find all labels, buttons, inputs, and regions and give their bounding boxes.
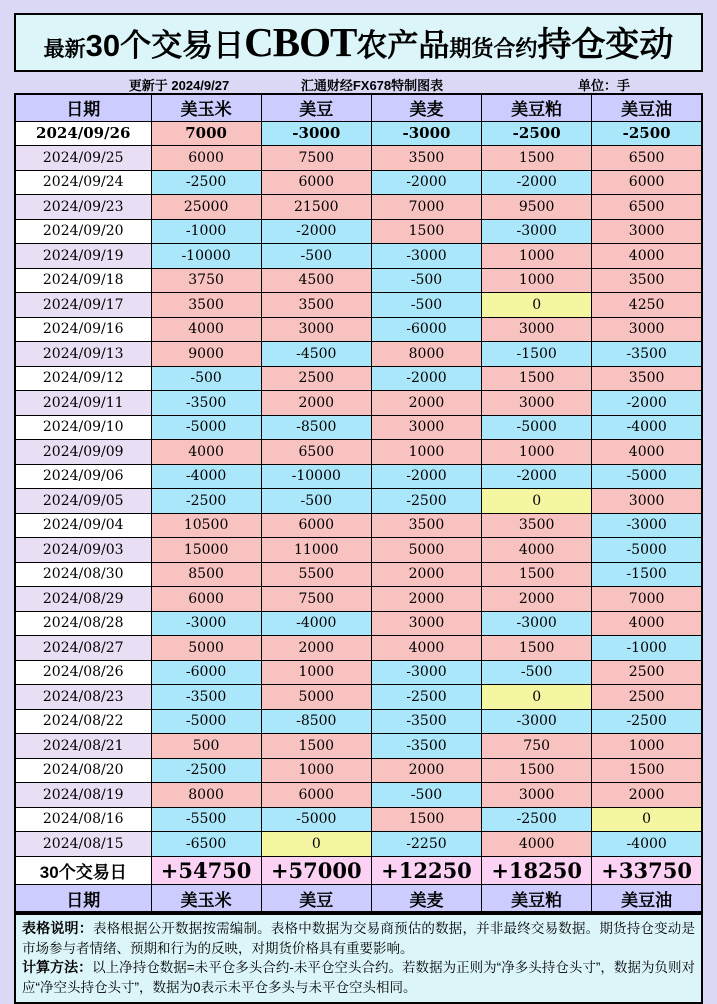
table-row — [15, 440, 702, 465]
value-cell: 4000 — [151, 317, 261, 342]
value-cell: -500 — [371, 293, 481, 318]
value-cell: -10000 — [261, 464, 371, 489]
value-cell: -500 — [261, 489, 371, 514]
table-row — [15, 832, 702, 857]
table-row — [15, 293, 702, 318]
value-cell: 8000 — [371, 342, 481, 367]
table-row — [15, 709, 702, 734]
value-cell: -6000 — [371, 317, 481, 342]
value-cell: 3000 — [261, 317, 371, 342]
value-cell: 21500 — [261, 195, 371, 220]
title-days: 30个交易日 — [85, 28, 245, 63]
date-cell: 2024/09/13 — [15, 342, 151, 367]
table-footer-header-row — [15, 885, 702, 912]
value-cell: -3000 — [482, 709, 592, 734]
value-cell: 3000 — [482, 391, 592, 416]
value-cell: 6500 — [261, 440, 371, 465]
table-header-row — [15, 94, 702, 121]
notes-line1-text: 表格根据公开数据按需编制。表格中数据为交易商预估的数据，并非最终交易数据。期货持仓变动是市场参与者情绪、预期和行为的反映，对期货价格具有重要影响。 — [22, 921, 695, 956]
date-cell: 2024/08/21 — [15, 734, 151, 759]
column-header-corn: 美玉米 — [151, 94, 261, 121]
value-cell: 2500 — [261, 366, 371, 391]
value-cell: 4000 — [592, 611, 702, 636]
value-cell: -2500 — [151, 489, 261, 514]
value-cell: 4000 — [592, 440, 702, 465]
value-cell: -8500 — [261, 415, 371, 440]
value-cell: -2000 — [371, 464, 481, 489]
date-cell: 2024/08/29 — [15, 587, 151, 612]
value-cell: -3000 — [371, 244, 481, 269]
value-cell: 7500 — [261, 587, 371, 612]
table-row — [15, 195, 702, 220]
table-body — [15, 94, 702, 912]
value-cell: -3000 — [371, 660, 481, 685]
date-cell: 2024/09/12 — [15, 366, 151, 391]
value-cell: 2000 — [482, 587, 592, 612]
value-cell: 6000 — [151, 587, 261, 612]
summary-value-soybean: +57000 — [261, 856, 371, 885]
date-cell: 2024/08/23 — [15, 685, 151, 710]
notes-line2-text: 以上净持仓数据=未平仓多头合约-未平仓空头合约。若数据为正则为“净多头持仓头寸”，数据为负则对应“净空头持仓头寸”，数据为0表示未平仓多头与未平仓空头相同。 — [22, 960, 696, 995]
date-cell: 2024/08/26 — [15, 660, 151, 685]
value-cell: 2000 — [261, 391, 371, 416]
date-cell: 2024/09/10 — [15, 415, 151, 440]
footer-header-soyoil: 美豆油 — [592, 885, 702, 912]
value-cell: 4000 — [482, 538, 592, 563]
value-cell: -5000 — [151, 415, 261, 440]
value-cell: 3000 — [482, 317, 592, 342]
value-cell: 4000 — [151, 440, 261, 465]
value-cell: 1500 — [592, 758, 702, 783]
value-cell: 1500 — [261, 734, 371, 759]
value-cell: -5000 — [592, 538, 702, 563]
title-exchange: CBOT — [244, 19, 357, 65]
date-cell: 2024/08/27 — [15, 636, 151, 661]
value-cell: 3500 — [151, 293, 261, 318]
value-cell: 3000 — [592, 219, 702, 244]
footer-header-soymeal: 美豆粕 — [482, 885, 592, 912]
title-contracts: 期货合约 — [449, 36, 538, 61]
table-row — [15, 807, 702, 832]
table-row — [15, 317, 702, 342]
notes-line2-label: 计算方法： — [22, 959, 93, 976]
value-cell: -2000 — [261, 219, 371, 244]
summary-value-corn: +54750 — [151, 856, 261, 885]
table-row — [15, 587, 702, 612]
value-cell: 1000 — [371, 440, 481, 465]
date-cell: 2024/09/16 — [15, 317, 151, 342]
value-cell: -2500 — [371, 489, 481, 514]
value-cell: -3000 — [151, 611, 261, 636]
value-cell: 15000 — [151, 538, 261, 563]
value-cell: -2500 — [592, 121, 702, 146]
footer-header-wheat: 美麦 — [371, 885, 481, 912]
value-cell: 4000 — [371, 636, 481, 661]
value-cell: -500 — [261, 244, 371, 269]
table-row — [15, 538, 702, 563]
value-cell: 6000 — [592, 170, 702, 195]
value-cell: -10000 — [151, 244, 261, 269]
date-cell: 2024/08/20 — [15, 758, 151, 783]
column-header-soymeal: 美豆粕 — [482, 94, 592, 121]
value-cell: 1500 — [482, 758, 592, 783]
value-cell: 2000 — [371, 391, 481, 416]
value-cell: -3500 — [371, 734, 481, 759]
value-cell: 3500 — [261, 293, 371, 318]
positions-table — [14, 93, 703, 913]
value-cell: 3000 — [371, 611, 481, 636]
value-cell: 4500 — [261, 268, 371, 293]
value-cell: 9000 — [151, 342, 261, 367]
value-cell: 0 — [261, 832, 371, 857]
value-cell: 3000 — [371, 415, 481, 440]
value-cell: 0 — [482, 489, 592, 514]
value-cell: 2000 — [371, 758, 481, 783]
value-cell: -3500 — [592, 342, 702, 367]
value-cell: 5500 — [261, 562, 371, 587]
date-cell: 2024/08/15 — [15, 832, 151, 857]
value-cell: -4000 — [261, 611, 371, 636]
date-cell: 2024/09/26 — [15, 121, 151, 146]
title-suffix: 持仓变动 — [537, 26, 674, 64]
value-cell: 2500 — [592, 660, 702, 685]
value-cell: 10500 — [151, 513, 261, 538]
value-cell: -2000 — [482, 170, 592, 195]
unit-label: 单位：手 — [577, 78, 631, 93]
value-cell: 3500 — [482, 513, 592, 538]
table-row — [15, 146, 702, 171]
value-cell: -2500 — [151, 170, 261, 195]
value-cell: 6500 — [592, 195, 702, 220]
value-cell: 6000 — [151, 146, 261, 171]
value-cell: 6000 — [261, 783, 371, 808]
value-cell: 6000 — [261, 513, 371, 538]
table-row — [15, 660, 702, 685]
value-cell: 500 — [151, 734, 261, 759]
table-row — [15, 464, 702, 489]
table-row — [15, 489, 702, 514]
date-cell: 2024/08/16 — [15, 807, 151, 832]
value-cell: 3000 — [482, 783, 592, 808]
column-header-soyoil: 美豆油 — [592, 94, 702, 121]
value-cell: 5000 — [261, 685, 371, 710]
value-cell: -1000 — [592, 636, 702, 661]
notes-line1-label: 表格说明： — [22, 920, 93, 936]
table-row — [15, 268, 702, 293]
table-row — [15, 611, 702, 636]
value-cell: 1000 — [592, 734, 702, 759]
value-cell: -4500 — [261, 342, 371, 367]
date-cell: 2024/08/19 — [15, 783, 151, 808]
value-cell: 7000 — [371, 195, 481, 220]
table-row — [15, 783, 702, 808]
value-cell: -3000 — [371, 121, 481, 146]
value-cell: 4000 — [592, 244, 702, 269]
value-cell: -3000 — [261, 121, 371, 146]
value-cell: 6500 — [592, 146, 702, 171]
value-cell: -2000 — [482, 464, 592, 489]
value-cell: 6000 — [261, 170, 371, 195]
value-cell: -2250 — [371, 832, 481, 857]
value-cell: -2500 — [592, 709, 702, 734]
value-cell: -2500 — [371, 685, 481, 710]
value-cell: 8000 — [151, 783, 261, 808]
value-cell: 7000 — [151, 121, 261, 146]
value-cell: -500 — [371, 268, 481, 293]
date-cell: 2024/09/18 — [15, 268, 151, 293]
value-cell: -5000 — [592, 464, 702, 489]
table-row — [15, 734, 702, 759]
value-cell: -8500 — [261, 709, 371, 734]
date-cell: 2024/08/30 — [15, 562, 151, 587]
date-cell: 2024/09/11 — [15, 391, 151, 416]
table-row — [15, 685, 702, 710]
value-cell: 1500 — [371, 219, 481, 244]
value-cell: 2000 — [261, 636, 371, 661]
value-cell: -5000 — [482, 415, 592, 440]
value-cell: 11000 — [261, 538, 371, 563]
value-cell: 1500 — [482, 636, 592, 661]
value-cell: -3000 — [482, 611, 592, 636]
value-cell: 0 — [482, 685, 592, 710]
value-cell: 5000 — [151, 636, 261, 661]
value-cell: -2000 — [371, 170, 481, 195]
table-row — [15, 415, 702, 440]
value-cell: 2000 — [592, 783, 702, 808]
value-cell: -1000 — [151, 219, 261, 244]
date-cell: 2024/09/24 — [15, 170, 151, 195]
value-cell: 3750 — [151, 268, 261, 293]
value-cell: 4000 — [482, 832, 592, 857]
value-cell: -5000 — [151, 709, 261, 734]
column-header-date: 日期 — [15, 94, 151, 121]
value-cell: -4000 — [592, 832, 702, 857]
value-cell: -2000 — [592, 391, 702, 416]
value-cell: 1000 — [482, 244, 592, 269]
footer-header-soybean: 美豆 — [261, 885, 371, 912]
value-cell: -3500 — [151, 685, 261, 710]
value-cell: -500 — [371, 783, 481, 808]
source-label: 汇通财经FX678特制图表 — [300, 78, 444, 93]
table-row — [15, 391, 702, 416]
value-cell: 3500 — [592, 366, 702, 391]
date-cell: 2024/09/20 — [15, 219, 151, 244]
value-cell: 2000 — [371, 562, 481, 587]
value-cell: -2000 — [371, 366, 481, 391]
subtitle-strip — [14, 72, 703, 93]
value-cell: 1000 — [482, 440, 592, 465]
table-row — [15, 219, 702, 244]
value-cell: -3500 — [151, 391, 261, 416]
value-cell: 9500 — [482, 195, 592, 220]
value-cell: -2500 — [151, 758, 261, 783]
date-cell: 2024/08/22 — [15, 709, 151, 734]
table-row — [15, 513, 702, 538]
footer-header-date: 日期 — [15, 885, 151, 912]
value-cell: 1500 — [482, 146, 592, 171]
table-row — [15, 170, 702, 195]
value-cell: -2500 — [482, 121, 592, 146]
updated-date-label: 更新于 2024/9/27 — [128, 78, 230, 93]
value-cell: -1500 — [592, 562, 702, 587]
table-notes — [14, 913, 703, 1004]
page-title — [14, 13, 703, 72]
value-cell: -5000 — [261, 807, 371, 832]
value-cell: 1500 — [482, 562, 592, 587]
summary-value-wheat: +12250 — [371, 856, 481, 885]
value-cell: 1000 — [261, 758, 371, 783]
summary-row — [15, 856, 702, 885]
date-cell: 2024/08/28 — [15, 611, 151, 636]
value-cell: -5500 — [151, 807, 261, 832]
value-cell: 1000 — [261, 660, 371, 685]
value-cell: -4000 — [592, 415, 702, 440]
value-cell: -3500 — [371, 709, 481, 734]
summary-value-soyoil: +33750 — [592, 856, 702, 885]
footer-header-corn: 美玉米 — [151, 885, 261, 912]
table-row — [15, 121, 702, 146]
date-cell: 2024/09/19 — [15, 244, 151, 269]
value-cell: -500 — [482, 660, 592, 685]
table-row — [15, 758, 702, 783]
value-cell: 1000 — [482, 268, 592, 293]
value-cell: -6500 — [151, 832, 261, 857]
value-cell: 0 — [592, 807, 702, 832]
value-cell: 7500 — [261, 146, 371, 171]
date-cell: 2024/09/05 — [15, 489, 151, 514]
value-cell: -4000 — [151, 464, 261, 489]
value-cell: 3000 — [592, 317, 702, 342]
value-cell: 4250 — [592, 293, 702, 318]
value-cell: -3000 — [482, 219, 592, 244]
table-row — [15, 244, 702, 269]
value-cell: 5000 — [371, 538, 481, 563]
date-cell: 2024/09/04 — [15, 513, 151, 538]
value-cell: 3500 — [592, 268, 702, 293]
table-row — [15, 636, 702, 661]
value-cell: 3500 — [371, 513, 481, 538]
title-products: 农产品 — [356, 28, 450, 63]
summary-label: 30个交易日 — [15, 856, 151, 885]
column-header-wheat: 美麦 — [371, 94, 481, 121]
date-cell: 2024/09/25 — [15, 146, 151, 171]
value-cell: 3500 — [371, 146, 481, 171]
date-cell: 2024/09/23 — [15, 195, 151, 220]
date-cell: 2024/09/09 — [15, 440, 151, 465]
value-cell: -500 — [151, 366, 261, 391]
value-cell: -6000 — [151, 660, 261, 685]
date-cell: 2024/09/06 — [15, 464, 151, 489]
table-row — [15, 342, 702, 367]
date-cell: 2024/09/03 — [15, 538, 151, 563]
table-row — [15, 562, 702, 587]
value-cell: 25000 — [151, 195, 261, 220]
value-cell: 1500 — [371, 807, 481, 832]
value-cell: -3000 — [592, 513, 702, 538]
value-cell: 2500 — [592, 685, 702, 710]
value-cell: -2500 — [482, 807, 592, 832]
value-cell: 750 — [482, 734, 592, 759]
value-cell: 2000 — [371, 587, 481, 612]
value-cell: 8500 — [151, 562, 261, 587]
value-cell: 1500 — [482, 366, 592, 391]
column-header-soybean: 美豆 — [261, 94, 371, 121]
title-prefix: 最新 — [43, 38, 86, 61]
date-cell: 2024/09/17 — [15, 293, 151, 318]
value-cell: 0 — [482, 293, 592, 318]
summary-value-soymeal: +18250 — [482, 856, 592, 885]
value-cell: -1500 — [482, 342, 592, 367]
value-cell: 3000 — [592, 489, 702, 514]
value-cell: 7000 — [592, 587, 702, 612]
table-row — [15, 366, 702, 391]
